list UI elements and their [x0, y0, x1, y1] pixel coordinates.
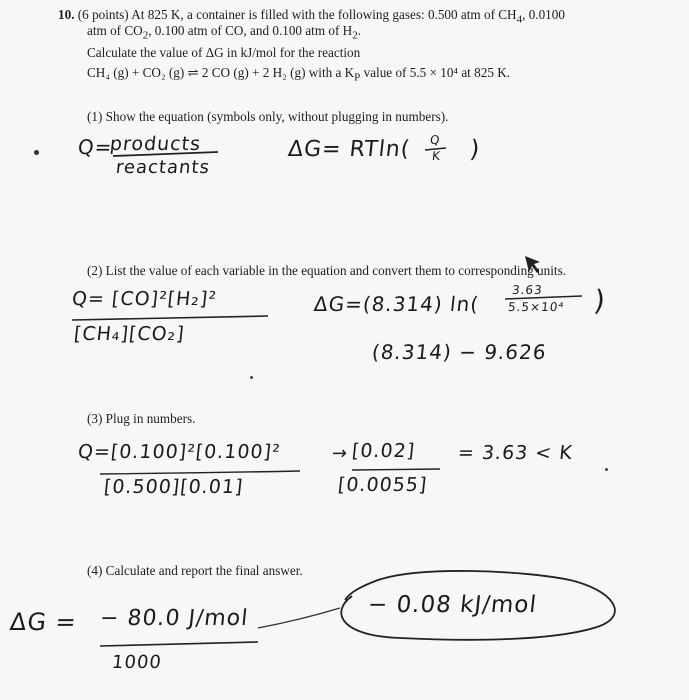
sub-h2: 2 — [352, 29, 358, 42]
part-2-prompt: (2) List the value of each variable in the equation and convert them to corresponding units. — [87, 263, 566, 278]
part-3-prompt: (3) Plug in numbers. — [87, 411, 196, 426]
hand-frac-3-63: 3.63 — [511, 283, 544, 297]
hand-frac-kp: 5.5×10⁴ — [507, 300, 565, 314]
hand-num-simplified: [0.02] — [350, 440, 417, 462]
hand-final-answer: − 0.08 kJ/mol — [366, 592, 539, 618]
stroke-frac-bar-4 — [100, 642, 258, 646]
reaction-text-end: value of 5.5 × 10⁴ at 825 K. — [360, 65, 511, 80]
hand-frac-k: K — [431, 149, 442, 163]
stroke-frac-bar-1 — [113, 152, 218, 156]
sub-kp: P — [354, 71, 361, 84]
problem-text-1-end: , 0.0100 — [522, 7, 565, 22]
hand-q-expression: Q= [CO]²[H₂]² — [70, 288, 219, 310]
hand-dg-formula: ΔG= RTln( — [286, 137, 412, 162]
sub-co2: 2 — [142, 29, 149, 42]
hand-paren-close-2: ) — [592, 284, 608, 317]
problem-text-2a: atm of CO — [87, 23, 143, 38]
hand-q-label: Q= — [76, 135, 114, 159]
hand-frac-q: Q — [429, 133, 442, 147]
hand-q-denominator: [CH₄][CO₂] — [72, 323, 186, 345]
problem-points: (6 points) — [77, 7, 129, 22]
reaction-text: CH₄ (g) + CO₂ (g) ⇌ 2 CO (g) + 2 H₂ (g) with a K — [87, 65, 355, 80]
stroke-frac-bar-363 — [505, 296, 582, 299]
problem-text-2-end: . — [357, 23, 361, 38]
hand-den-numbers: [0.500][0.01] — [102, 476, 245, 498]
hand-products: products — [108, 133, 203, 155]
problem-text-1: At 825 K, a container is filled with the following gases: 0.500 atm of CH — [131, 7, 517, 22]
hand-paren-close-1: ) — [468, 135, 482, 163]
problem-number: 10. — [58, 7, 75, 22]
hand-final-divisor: 1000 — [110, 652, 163, 673]
part-1-prompt: (1) Show the equation (symbols only, without plugging in numbers). — [87, 109, 449, 124]
stroke-frac-bar-2 — [72, 316, 268, 320]
hand-arrow: → — [330, 443, 350, 464]
hand-dg-product: (8.314) − 9.626 — [370, 340, 548, 364]
hand-reactants: reactants — [114, 157, 212, 178]
stroke-frac-bar-qk — [425, 148, 446, 150]
sub-ch4: 4 — [516, 13, 523, 26]
hand-dg-values: ΔG=(8.314) ln( — [312, 292, 481, 316]
hand-q-result: = 3.63 < K — [456, 442, 574, 464]
stroke-frac-bar-3b — [352, 469, 440, 470]
cursor-icon — [525, 256, 540, 273]
part-4-prompt: (4) Calculate and report the final answer. — [87, 563, 303, 578]
hand-q-numbers: Q=[0.100]²[0.100]² — [76, 441, 282, 463]
stroke-connector — [258, 608, 340, 628]
problem-text-2b: , 0.100 atm of CO, and 0.100 atm of H — [148, 23, 353, 38]
stroke-frac-bar-3 — [100, 471, 300, 474]
problem-line-3: Calculate the value of ΔG in kJ/mol for the reaction — [87, 45, 361, 60]
hand-final-joules: − 80.0 J/mol — [98, 606, 250, 631]
stroke-answer-circle — [341, 571, 615, 640]
hand-dg-final-label: ΔG = — [8, 608, 79, 636]
hand-den-simplified: [0.0055] — [336, 474, 429, 496]
